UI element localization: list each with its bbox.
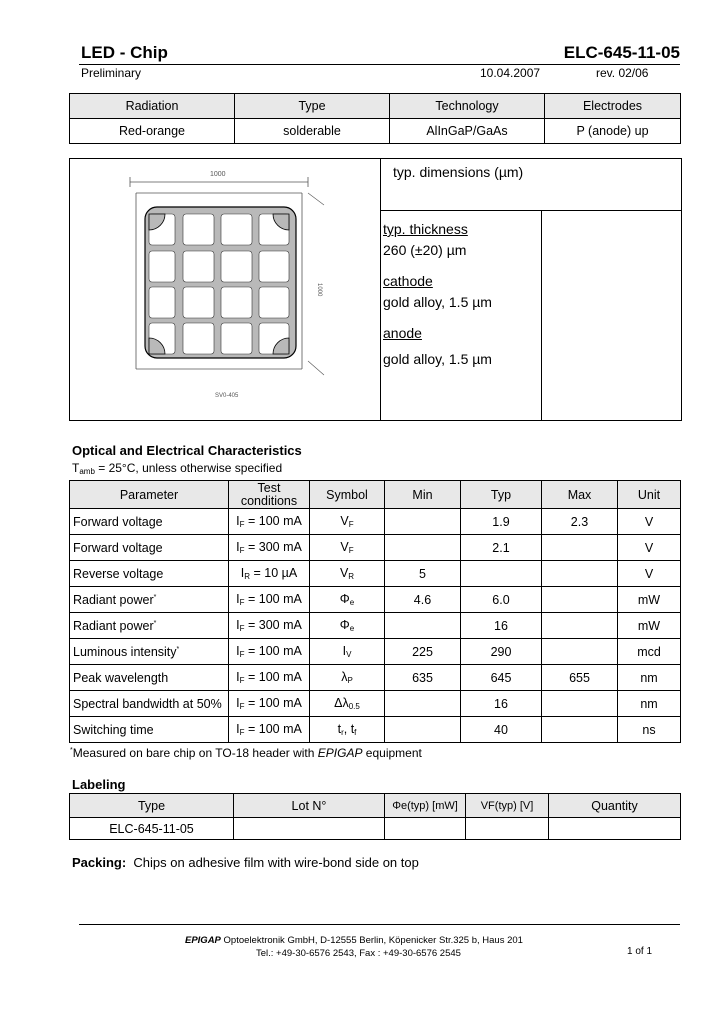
unit-value: mW [637,618,661,633]
doc-title: LED - Chip [81,43,168,62]
min-value: 225 [412,644,433,659]
conditions-note: $T_{amb} = 25^\circ C$, unless otherwise specified [72,461,283,476]
char-header: Symbol [310,481,385,509]
dimensions-rule [380,210,681,211]
param-name: Forward voltage [73,540,163,555]
width-label: 1000 [210,171,226,178]
param-name: Radiant power [73,618,154,633]
summary-header: Radiation [70,94,235,119]
unit-value: mW [637,592,661,607]
labeling-header: Lot N° [234,794,385,818]
packing-line [72,855,419,870]
summary-header: Technology [390,94,545,119]
dimensions-divider [380,158,381,420]
typ-value: 6.0 [492,592,510,607]
char-header: Parameter [70,481,229,509]
min-value: 635 [412,670,433,685]
char-row: Forward voltage $I_F = 300$ mA $V_F$ 2.1 V [70,535,681,561]
packing-text: Chips on adhesive film with wire-bond side on top [133,855,419,870]
labeling-value [234,818,385,840]
unit-value: V [644,514,654,529]
typ-value: 290 [490,644,512,659]
char-row: Peak wavelength $I_F = 100$ mA $\lambda_P$ 635 645 655 nm [70,665,681,691]
thickness-label: typ. thickness [383,221,468,237]
char-row: Radiant power* $I_F = 100$ mA $\Phi_e$ 4.6 6.0 mW [70,587,681,613]
characteristics-table [69,480,681,743]
param-name: Forward voltage [73,514,163,529]
anode-value: gold alloy, 1.5 µm [383,351,492,367]
summary-value: Red-orange [70,119,235,144]
min-value: 5 [419,566,426,581]
char-header: Test conditions [229,481,310,509]
typ-value: 16 [494,618,508,633]
footer-contact: Tel.: +49-30-6576 2543, Fax : +49-30-6576 2545 [256,948,461,959]
max-value: 2.3 [570,514,589,529]
footnote: *Measured on bare chip on TO-18 header with EPIGAP equipment [70,746,422,760]
footer-rule [79,924,680,925]
characteristics-title: Optical and Electrical Characteristics [72,443,302,458]
typ-value: 1.9 [492,514,510,529]
summary-value: solderable [235,119,390,144]
header-rule [79,64,680,65]
typ-value: 645 [490,670,512,685]
char-row: Reverse voltage $I_R = 10$ µA $V_R$ 5 V [70,561,681,587]
char-row: Forward voltage $I_F = 100$ mA $V_F$ 1.9 2.3 V [70,509,681,535]
unit-value: ns [642,722,656,737]
labeling-value [385,818,466,840]
char-row: Radiant power* $I_F = 300$ mA $\Phi_e$ 16 mW [70,613,681,639]
summary-header: Electrodes [545,94,681,119]
char-header: Unit [618,481,681,509]
packing-label: Packing: [72,855,127,870]
param-name: Switching time [73,722,154,737]
unit-value: mcd [637,644,661,659]
dimensions-caption: typ. dimensions (µm) [393,164,524,180]
chip-drawing [120,165,330,405]
param-name: Radiant power [73,592,154,607]
char-header: Typ [461,481,542,509]
revision: rev. 02/06 [596,66,649,80]
labeling-value [549,818,681,840]
height-label: 1000 [316,283,322,297]
unit-value: V [644,566,654,581]
char-header: Min [385,481,461,509]
cathode-value: gold alloy, 1.5 µm [383,294,492,310]
min-value: 4.6 [413,592,432,607]
summary-header: Type [235,94,390,119]
max-value: 655 [569,670,590,685]
unit-value: V [644,540,654,555]
param-name: Spectral bandwidth at 50% [73,696,222,711]
char-row: Switching time $I_F = 100$ mA $t_r$, $t_f$ 40 ns [70,717,681,743]
anode-label: anode [383,325,422,341]
param-name: Luminous intensity [73,644,177,659]
labeling-header: Φe(typ) [mW] [385,794,466,818]
summary-table [69,93,681,144]
labeling-table [69,793,681,840]
footer-address: EPIGAP Optoelektronik GmbH, D-12555 Berlin, Köpenicker Str.325 b, Haus 201 [185,935,523,946]
summary-value: AlInGaP/GaAs [390,119,545,144]
typ-value: 16 [494,696,508,711]
labeling-value: ELC-645-11-05 [70,818,234,840]
labeling-header: VF(typ) [V] [466,794,549,818]
typ-value: 2.1 [492,540,510,555]
thickness-value: 260 (±20) µm [383,242,467,258]
char-row: Luminous intensity* $I_F = 100$ mA $I_V$ 225 290 mcd [70,639,681,665]
part-number: ELC-645-11-05 [563,43,680,62]
dimensions-divider-right [541,210,542,420]
drawing-note: SV0-405 [215,393,239,399]
typ-value: 40 [494,722,508,737]
summary-value: P (anode) up [545,119,681,144]
param-name: Peak wavelength [73,670,169,685]
param-name: Reverse voltage [73,566,164,581]
labeling-value [466,818,549,840]
status: Preliminary [81,66,142,80]
char-header: Max [542,481,618,509]
unit-value: nm [640,670,658,685]
cathode-label: cathode [383,273,433,289]
page-number: 1 of 1 [627,946,653,957]
labeling-header: Quantity [549,794,681,818]
labeling-title: Labeling [72,777,126,792]
date: 10.04.2007 [480,66,541,80]
char-row: Spectral bandwidth at 50% $I_F = 100$ mA $\Delta\lambda_{0.5}$ 16 nm [70,691,681,717]
unit-value: nm [640,696,658,711]
labeling-header: Type [70,794,234,818]
